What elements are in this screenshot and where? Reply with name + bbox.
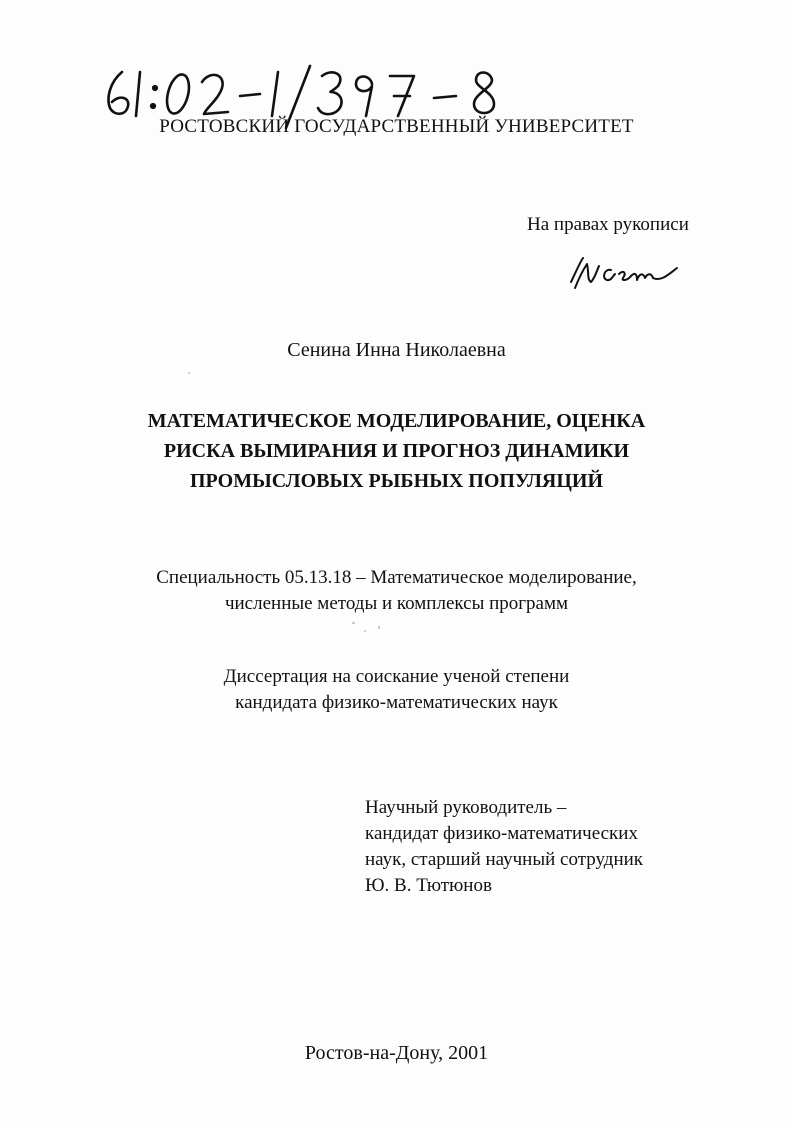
- university-name: РОСТОВСКИЙ ГОСУДАРСТВЕННЫЙ УНИВЕРСИТЕТ: [159, 116, 634, 137]
- scan-speck: [378, 626, 380, 629]
- signature-drawing: [565, 248, 685, 298]
- dissertation-title: [100, 406, 693, 496]
- supervisor-line: наук, старший научный сотрудник: [365, 849, 644, 870]
- supervisor-line: Научный руководитель –: [365, 797, 567, 818]
- supervisor-name: Ю. В. Тютюнов: [365, 875, 492, 896]
- author-name: Сенина Инна Николаевна: [287, 339, 506, 361]
- supervisor-line: кандидат физико-математических: [365, 823, 638, 844]
- specialty-line: Специальность 05.13.18 – Математическое моделирование,: [156, 567, 637, 588]
- scan-speck: [364, 630, 366, 632]
- degree-block: [60, 664, 733, 716]
- title-line: РИСКА ВЫМИРАНИЯ И ПРОГНОЗ ДИНАМИКИ: [163, 440, 630, 462]
- author-signature: [565, 248, 685, 298]
- specialty-block: [60, 565, 733, 617]
- specialty-line: численные методы и комплексы программ: [224, 593, 569, 614]
- degree-line: кандидата физико-математических наук: [235, 692, 558, 713]
- city-year: Ростов-на-Дону, 2001: [304, 1042, 489, 1064]
- title-line: ПРОМЫСЛОВЫХ РЫБНЫХ ПОПУЛЯЦИЙ: [190, 470, 603, 492]
- title-line: МАТЕМАТИЧЕСКОЕ МОДЕЛИРОВАНИЕ, ОЦЕНКА: [147, 410, 646, 432]
- supervisor-block: [365, 795, 643, 899]
- scan-speck: [188, 372, 190, 374]
- degree-line: Диссертация на соискание ученой степени: [223, 666, 570, 687]
- scan-speck: [352, 622, 355, 624]
- rights-notice: На правах рукописи: [527, 214, 689, 235]
